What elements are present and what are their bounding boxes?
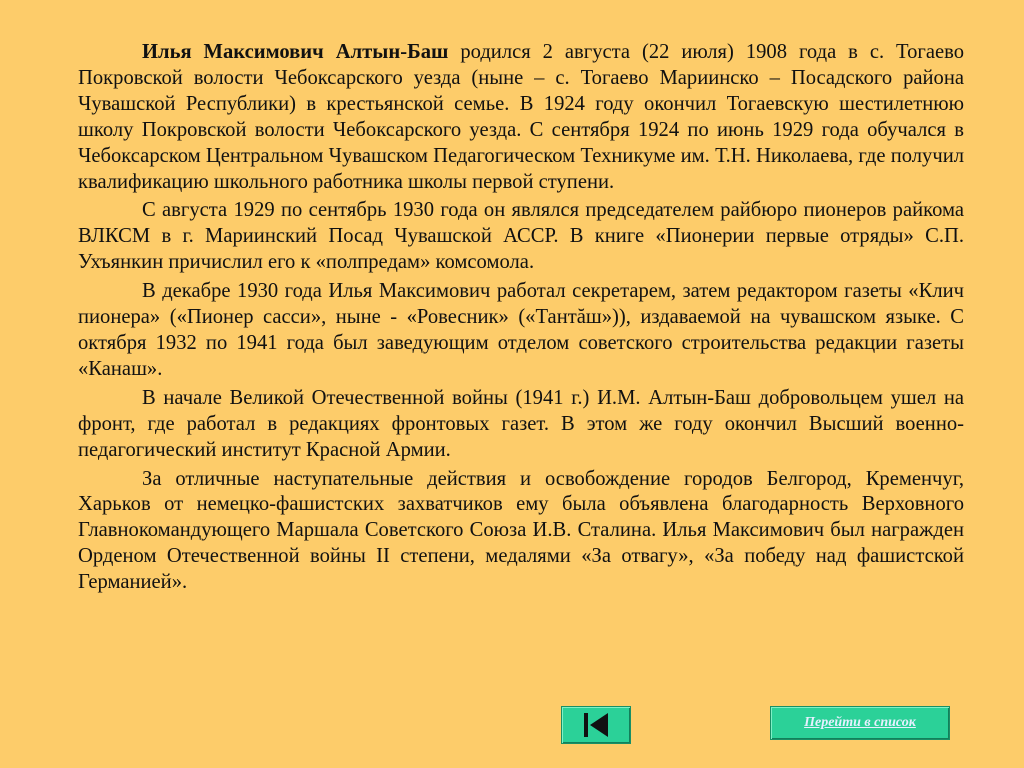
- person-name: Илья Максимович Алтын-Баш: [142, 41, 449, 63]
- paragraph-1: [78, 40, 964, 195]
- back-to-start-button[interactable]: [561, 706, 631, 744]
- paragraph-2: С августа 1929 по сентябрь 1930 года он являлся председателем райбюро пионеров райкома ВЛКСМ в г. Мариинский Посад Чувашской АССР. В книге «Пионерии первые отряды» С.П. Ухъянкин причислил его к «полпредам» комсомола.: [78, 199, 964, 274]
- paragraph-5: За отличные наступательные действия и освобождение городов Белгород, Кременчуг, Харьков от немецко-фашистских захватчиков ему была объявлена благодарность Верховного Главнокомандующего Маршала Советского Союза И.В. Сталина. Илья Максимович был награжден Орденом Отечественной войны II степени, медалями «За отвагу», «За победу над фашистской Германией».: [78, 467, 964, 594]
- biography-text: [78, 40, 964, 599]
- paragraph-1-text: родился 2 августа (22 июля) 1908 года в с. Тогаево Покровской волости Чебоксарского уезда (ныне – с. Тогаево Мариинско – Посадского района Чувашской Республики) в крестьянской семье. В 1924 году окончил Тогаевскую шестилетнюю школу Покровской волости Чебоксарского уезда. С сентября 1924 по июнь 1929 года обучался в Чебоксарском Центральном Чувашском Педагогическом Техникуме им. Т.Н. Николаева, где получил квалификацию школьного работника школы первой ступени.: [78, 41, 964, 193]
- paragraph-4: В начале Великой Отечественной войны (1941 г.) И.М. Алтын-Баш добровольцем ушел на фронт, где работал в редакциях фронтовых газет. В этом же году окончил Высший военно-педагогический институт Красной Армии.: [78, 386, 964, 461]
- go-to-list-label: Перейти в список: [804, 715, 916, 730]
- paragraph-3: В декабре 1930 года Илья Максимович работал секретарем, затем редактором газеты «Клич пионера» («Пионер сасси», ныне - «Ровесник» («Тантăш»)), издаваемой на чувашском языке. С октября 1932 по 1941 года был заведующим отделом советского строительства редакции газеты «Канаш».: [78, 280, 964, 380]
- go-to-list-link[interactable]: [770, 706, 950, 740]
- skip-to-start-icon: [581, 710, 611, 740]
